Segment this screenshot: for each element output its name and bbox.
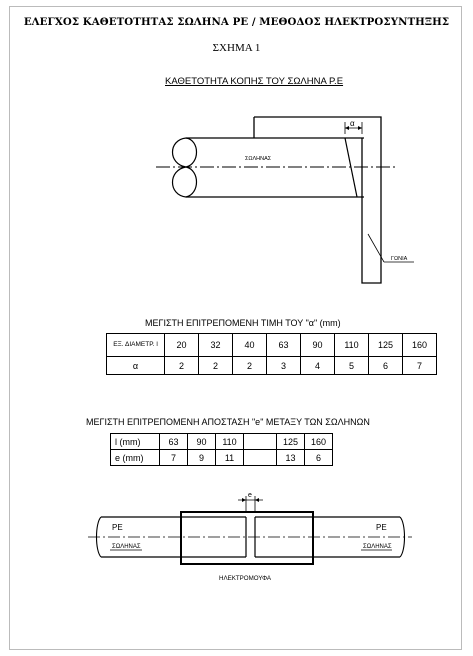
- table2-cell: 90: [188, 434, 216, 450]
- coupling-label: ΗΛΕΚΤΡΟΜΟΥΦΑ: [219, 575, 272, 582]
- table1-cell: 20: [165, 334, 199, 357]
- table1-cell: 4: [301, 357, 335, 375]
- table1-cell: 125: [369, 334, 403, 357]
- figure-label: ΣΧΗΜΑ 1: [212, 42, 261, 54]
- table1-row2-label: α: [107, 357, 165, 375]
- table1-cell: 40: [233, 334, 267, 357]
- e-dim-label: e: [248, 492, 252, 499]
- square-label: ΓΩΝΙΑ: [391, 256, 408, 262]
- table1-cell: 2: [199, 357, 233, 375]
- e-dim-arrow-right: [255, 498, 259, 502]
- table2-cell: 11: [216, 450, 244, 466]
- table1-cell: 5: [335, 357, 369, 375]
- document-title: ΕΛΕΓΧΟΣ ΚΑΘΕΤΟΤΗΤΑΣ ΣΩΛΗΝΑ ΡΕ / ΜΕΘΟΔΟΣ ΗΛΕΚΤΡΟΣΥΝΤΗΞΗΣ: [23, 16, 450, 28]
- fig1-heading: ΚΑΘΕΤΟΤΗΤΑ ΚΟΠΗΣ ΤΟΥ ΣΩΛΗΝΑ Ρ.Ε: [165, 76, 344, 87]
- table1-cell: 160: [403, 334, 437, 357]
- left-material-label: PE: [112, 523, 123, 532]
- table2-cell: 7: [160, 450, 188, 466]
- left-pipe-label: ΣΩΛΗΝΑΣ: [112, 544, 141, 550]
- fig1-pipe-label: ΣΩΛΗΝΑΣ: [245, 156, 272, 162]
- table2-row2-label: e (mm): [111, 450, 160, 466]
- electrofusion-coupling: [181, 512, 313, 564]
- table2-row1-label: l (mm): [111, 434, 160, 450]
- table1-cell: 63: [267, 334, 301, 357]
- table1-cell: 32: [199, 334, 233, 357]
- a-dim-label: α: [350, 119, 355, 128]
- table1-cell: 2: [165, 357, 199, 375]
- right-pipe-label: ΣΩΛΗΝΑΣ: [363, 544, 392, 550]
- table2-cell: 160: [305, 434, 333, 450]
- table1-row1-label: ΕΞ. ΔΙΑΜΕΤΡ. l: [107, 334, 165, 357]
- e-dim-arrow-left: [242, 498, 246, 502]
- table2-heading: ΜΕΓΙΣΤΗ ΕΠΙΤΡΕΠΟΜΕΝΗ ΑΠΟΣΤΑΣΗ "e" ΜΕΤΑΞΥ ΤΩΝ ΣΩΛΗΝΩΝ: [86, 417, 370, 427]
- table1-cell: 2: [233, 357, 267, 375]
- table1-cell: 110: [335, 334, 369, 357]
- table1-cell: 6: [369, 357, 403, 375]
- table2-cell: 9: [188, 450, 216, 466]
- table2-cell: 110: [216, 434, 244, 450]
- table2-cell: 13: [277, 450, 305, 466]
- table2-cell: 63: [160, 434, 188, 450]
- table1-cell: 7: [403, 357, 437, 375]
- table1-cell: 90: [301, 334, 335, 357]
- table2-cell: 125: [277, 434, 305, 450]
- table2-cell: 6: [305, 450, 333, 466]
- right-material-label: PE: [376, 523, 387, 532]
- table1-heading: ΜΕΓΙΣΤΗ ΕΠΙΤΡΕΠΟΜΕΝΗ ΤΙΜΗ ΤΟΥ "α" (mm): [145, 318, 341, 328]
- table1-cell: 3: [267, 357, 301, 375]
